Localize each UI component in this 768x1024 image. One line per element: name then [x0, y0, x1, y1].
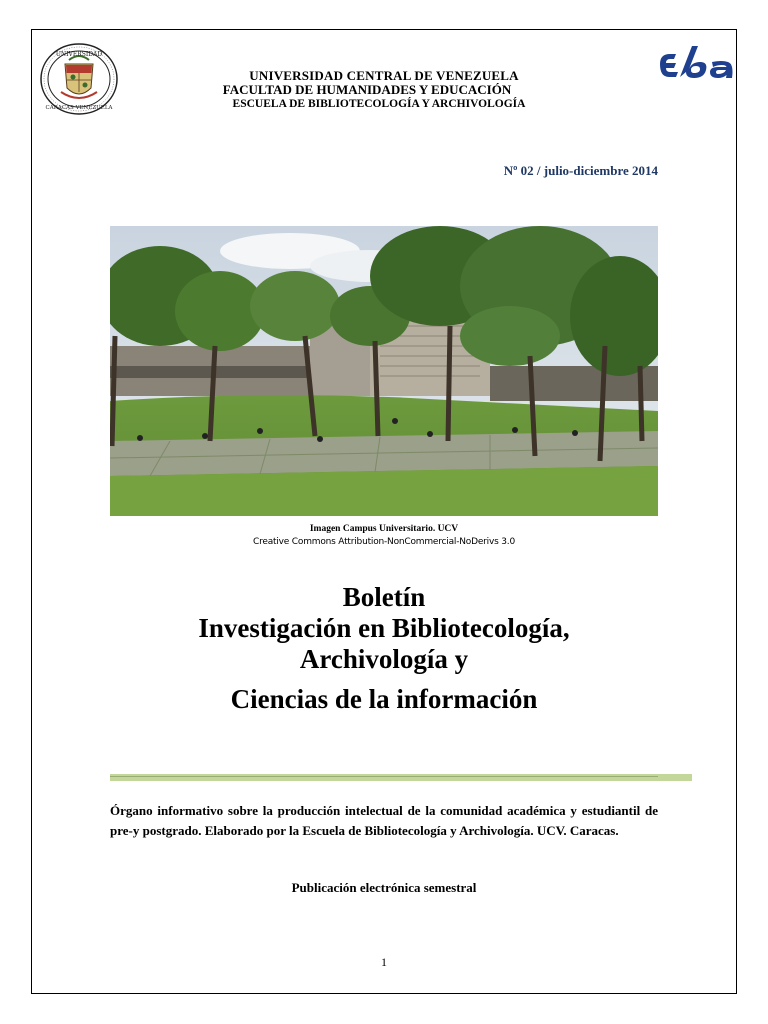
university-name: UNIVERSIDAD CENTRAL DE VENEZUELA	[249, 68, 519, 83]
title-line-3: Archivología y	[299, 644, 469, 674]
campus-photo	[110, 226, 658, 516]
title-line-4: Ciencias de la información	[230, 684, 538, 714]
svg-text:CARACAS·VENEZUELA: CARACAS·VENEZUELA	[45, 105, 113, 111]
page-number: 1	[381, 955, 387, 969]
eba-logo	[656, 42, 738, 84]
faculty-name: FACULTAD DE HUMANIDADES Y EDUCACIÓN	[222, 82, 512, 97]
title-line-1: Boletín	[342, 582, 426, 612]
divider-rule-thin	[110, 776, 658, 777]
bulletin-description: Órgano informativo sobre la producción intelectual de la comunidad académica y estudiantil de pre-y postgrado. Elaborado por la Escuela de Bibliotecología y Archivología. UCV. Caracas.	[110, 803, 658, 838]
bulletin-title	[100, 582, 668, 715]
title-line-2: Investigación en Bibliotecología,	[198, 613, 570, 643]
school-name: ESCUELA DE BIBLIOTECOLOGÍA Y ARCHIVOLOGÍA	[232, 98, 526, 110]
institution-header	[100, 69, 668, 111]
photo-caption: Imagen Campus Universitario. UCV	[309, 524, 459, 534]
svg-text:UNIVERSIDAD: UNIVERSIDAD	[55, 51, 103, 58]
publication-type: Publicación electrónica semestral	[291, 880, 477, 895]
photo-license: Creative Commons Attribution-NonCommercial-NoDerivs 3.0	[253, 537, 515, 547]
issue-number: Nº 02 / julio-diciembre 2014	[503, 163, 658, 178]
